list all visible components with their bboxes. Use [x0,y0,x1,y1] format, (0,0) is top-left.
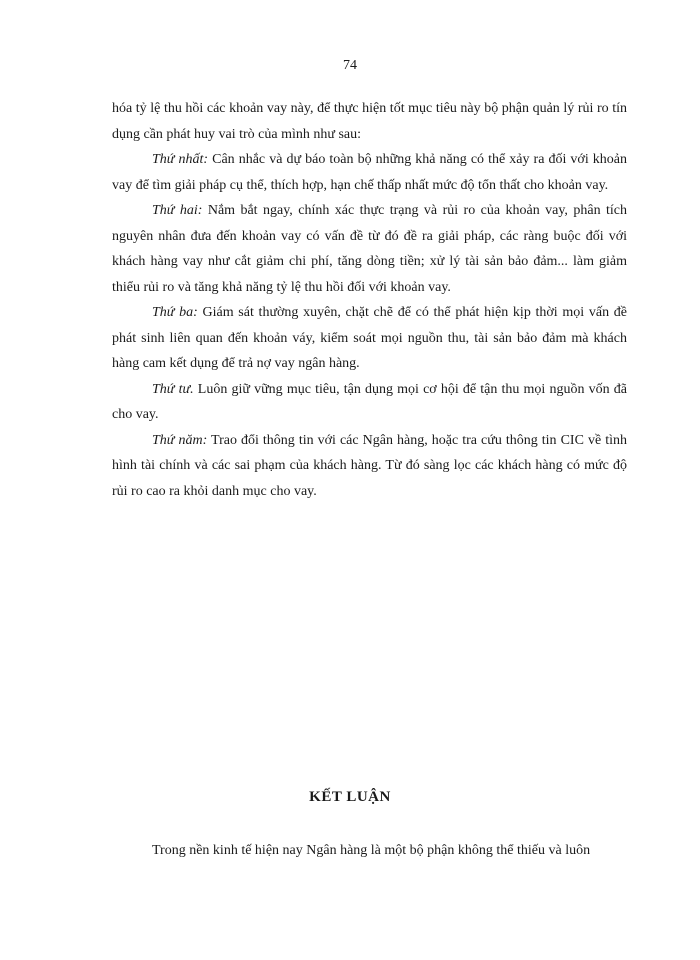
item-label: Thứ năm: [152,432,208,448]
item-text: Luôn giữ vững mục tiêu, tận dụng mọi cơ hội để tận thu mọi nguồn vốn đã cho vay. [112,381,627,422]
page-number: 74 [343,58,357,73]
item-text: Cân nhắc và dự báo toàn bộ những khả năng có thể xảy ra đối với khoản vay để tìm giải pháp cụ thể, thích hợp, hạn chế thấp nhất mức độ tổn thất cho khoản vay. [112,152,627,193]
item-paragraph-5 [112,428,627,505]
item-text: Trao đổi thông tin với các Ngân hàng, hoặc tra cứu thông tin CIC về tình hình tài chính và các sai phạm của khách hàng. Từ đó sàng lọc các khách hàng có mức độ rủi ro cao ra khỏi danh mục cho vay. [112,432,627,499]
item-text: Giám sát thường xuyên, chặt chẽ để có thể phát hiện kịp thời mọi vấn đề phát sinh liên quan đến khoản váy, kiểm soát mọi nguồn thu, tài sản bảo đảm mà khách hàng cam kết dụng để trả nợ vay ngân hàng. [112,305,628,371]
item-paragraph-2 [112,198,627,300]
item-label: Thứ tư. [152,381,194,397]
item-label: Thứ ba: [152,305,198,320]
intro-paragraph: hóa tỷ lệ thu hồi các khoản vay này, để thực hiện tốt mục tiêu này bộ phận quản lý rủi ro tín dụng cần phát huy vai trò của mình như sau: [112,101,627,142]
item-paragraph-4 [112,377,627,428]
item-label: Thứ nhất: [152,152,209,167]
conclusion-paragraph: Trong nền kinh tế hiện nay Ngân hàng là một bộ phận không thể thiếu và luôn [152,843,591,858]
item-paragraph-1 [112,147,627,198]
item-label: Thứ hai: [152,203,203,218]
item-paragraph-3 [112,300,627,377]
body-text [112,96,627,504]
section-heading: KẾT LUẬN [309,789,391,805]
item-text: Nắm bắt ngay, chính xác thực trạng và rủi ro của khoản vay, phân tích nguyên nhân đưa đến khoản vay có vấn đề từ đó đề ra giải pháp, các ràng buộc đối với khách hàng vay như cắt giảm chi phí, tăng dòng tiền; xử lý tài sản bảo đảm... làm giảm thiểu rủi ro và tăng khả năng tỷ lệ thu hồi đối với khoản vay. [112,203,627,295]
